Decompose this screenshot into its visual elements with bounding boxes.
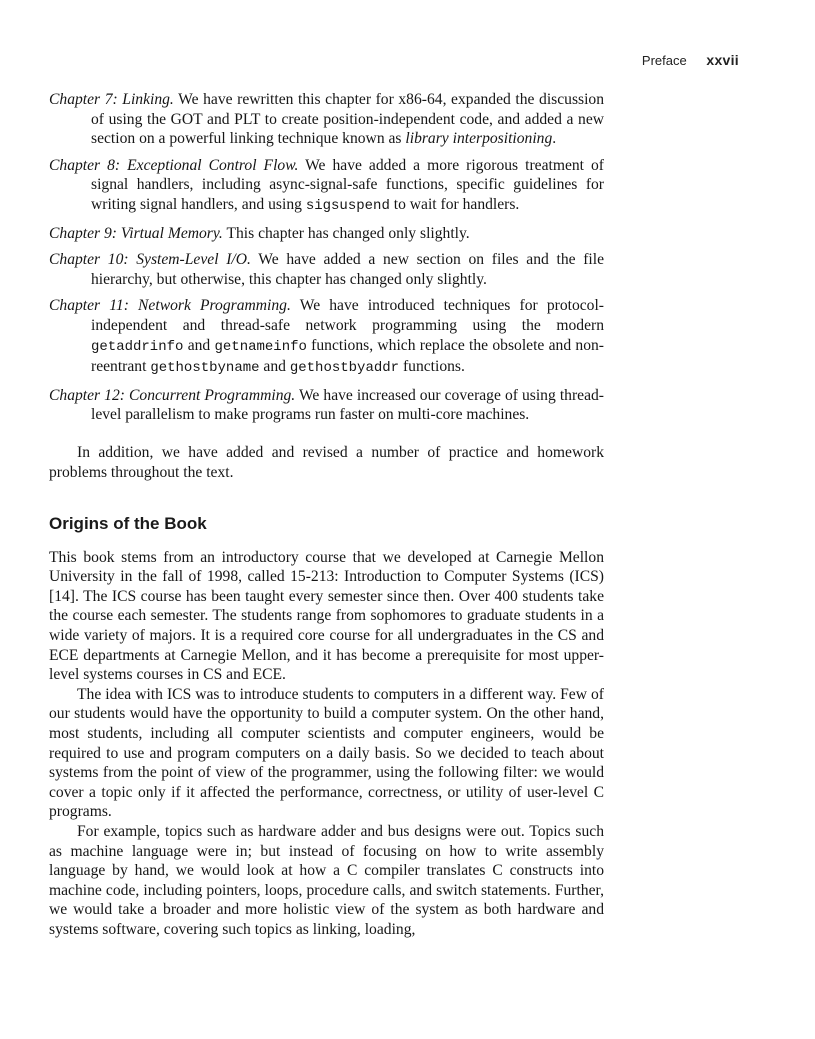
body-paragraph: For example, topics such as hardware adder and bus designs were out. Topics such as machine language were in; but instead of focusing on how to write assembly language by hand, we would look at how a C compiler translates C constructs into machine code, including pointers, loops, procedure calls, and switch statements. Further, we would take a broader and more holistic view of the system as both hardware and systems software, covering such topics as linking, loading, (49, 823, 604, 938)
chapter-entry-text: We have increased our coverage of using thread-level parallelism to make programs run faster on multi-core machines. (91, 386, 604, 424)
emphasis-term: library interpositioning (405, 130, 553, 148)
chapter-entry (49, 296, 604, 378)
chapter-entry-lead: Chapter 7: Linking. (49, 91, 174, 108)
page-body (49, 90, 604, 940)
chapter-entry-text: We have added a more rigorous treatment of signal handlers, including async-signal-safe functions, specific guidelines for writing signal handlers, and using (91, 156, 604, 213)
code-term: getnameinfo (214, 338, 307, 355)
chapter-entry-text: and (183, 336, 215, 354)
code-term: getaddrinfo (91, 338, 184, 355)
chapter-entry-lead: Chapter 9: Virtual Memory. (49, 224, 223, 242)
chapter-entry-text: functions, which replace the obsolete and non-reentrant (91, 336, 604, 376)
chapter-entry-lead: Chapter 8: Exceptional Control Flow. (49, 156, 299, 174)
chapter-entry (49, 156, 604, 217)
chapter-entry (49, 90, 604, 149)
chapter-entry (49, 386, 604, 425)
chapter-entry-text: and (259, 358, 290, 376)
code-term: gethostbyaddr (289, 360, 400, 377)
addition-paragraph: In addition, we have added and revised a number of practice and homework problems throughout the text. (49, 443, 604, 481)
chapter-entry-lead: Chapter 11: Network Programming. (49, 297, 291, 315)
chapter-entry-lead: Chapter 10: System-Level I/O. (49, 251, 251, 269)
chapter-entry-text: . (552, 130, 557, 148)
chapter-entry-text: We have rewritten this chapter for x86-64, expanded the discussion of using the GOT and PLT to create position-independent code, and added a new section on a powerful linking technique known as (91, 91, 605, 148)
chapter-entry (49, 224, 604, 244)
page-number: xxvii (706, 52, 739, 68)
section-heading: Origins of the Book (49, 514, 207, 534)
body-paragraph: This book stems from an introductory course that we developed at Carnegie Mellon University in the fall of 1998, called 15-213: Introduction to Computer Systems (ICS) [14]. The ICS course has been taught every semester since then. Over 400 students take the course each semester. The students range from sophomores to graduate students in a wide variety of majors. It is a required core course for all undergraduates in the CS and ECE departments at Carnegie Mellon, and it has become a prerequisite for most upper-level systems courses in CS and ECE. (49, 548, 604, 684)
chapter-change-list (49, 90, 604, 425)
chapter-entry-text: functions. (399, 358, 465, 376)
chapter-entry-text: We have added a new section on files and the file hierarchy, but otherwise, this chapter has changed only slightly. (91, 251, 604, 288)
code-term: gethostbyname (150, 360, 260, 377)
chapter-entry-text: This chapter has changed only slightly. (222, 224, 470, 242)
running-head (642, 52, 739, 68)
chapter-entry-text: to wait for handlers. (389, 195, 520, 213)
chapter-entry (49, 250, 604, 289)
body-paragraph: The idea with ICS was to introduce students to computers in a different way. Few of our students would have the opportunity to build a computer system. On the other hand, most students, including all computer scientists and computer engineers, would be required to use and program computers on a daily basis. So we decided to teach about systems from the point of view of the programmer, using the following filter: we would cover a topic only if it affected the performance, correctness, or utility of user-level C programs. (49, 685, 604, 821)
running-head-section: Preface (641, 53, 687, 68)
chapter-entry-text: We have introduced techniques for protocol-independent and thread-safe network programming using the modern (91, 297, 604, 334)
chapter-entry-lead: Chapter 12: Concurrent Programming. (49, 386, 296, 404)
code-term: sigsuspend (305, 197, 390, 214)
